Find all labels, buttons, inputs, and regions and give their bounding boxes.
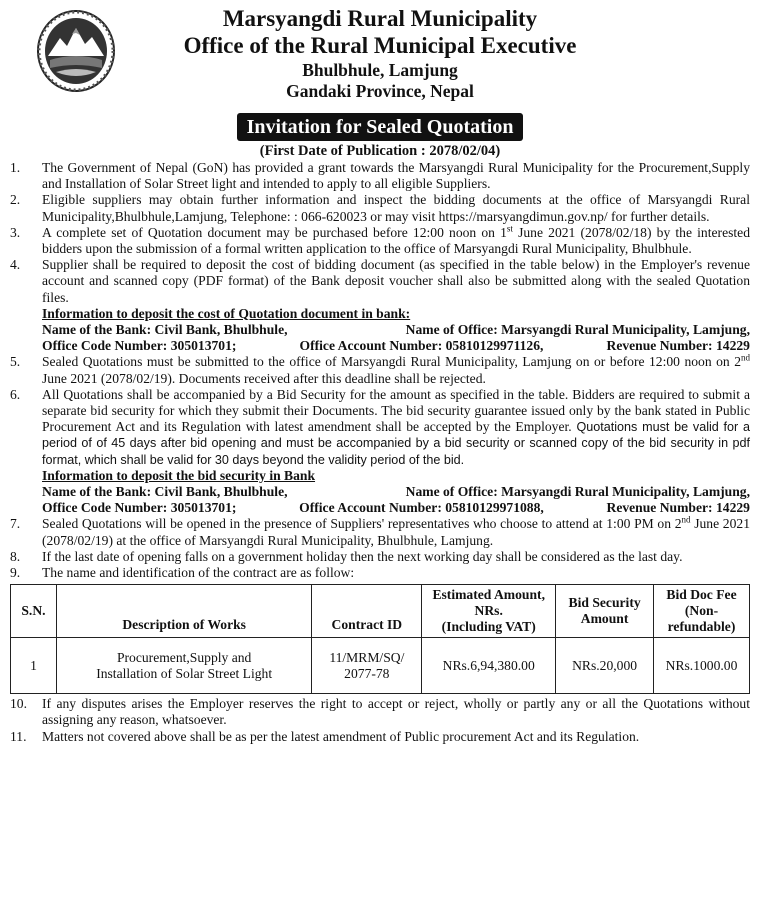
list-item	[10, 696, 750, 728]
province-line: Gandaki Province, Nepal	[286, 81, 474, 101]
municipality-name: Marsyangdi Rural Municipality	[222, 6, 538, 31]
list-item-text: Supplier shall be required to deposit the cost of bidding document (as specified in the table below) in the Employer's revenue account and scanned copy (PDF format) of the Bank deposit voucher shall also be submitted along with the sealed Quotation files.	[42, 257, 750, 305]
address-line: Bhulbhule, Lamjung	[302, 60, 458, 80]
office-name-field: Name of Office: Marsyangdi Rural Municipality, Lamjung,	[405, 484, 750, 500]
header-description: Description of Works	[56, 585, 311, 638]
list-number: 10.	[10, 696, 27, 712]
superscript: st	[506, 223, 513, 234]
list-item-text: If any disputes arises the Employer reserves the right to accept or reject, wholly or partly any or all the Quotations without assigning any reason, whatsoever.	[42, 696, 750, 728]
list-item-text: Matters not covered above shall be as per the latest amendment of Public procurement Act and its Regulation.	[42, 728, 640, 744]
office-name: Office of the Rural Municipal Executive	[183, 33, 577, 58]
list-item	[10, 225, 750, 257]
list-number: 5.	[10, 354, 21, 370]
list-number: 3.	[10, 224, 21, 240]
header-text	[10, 6, 750, 102]
bank-name: Name of the Bank: Civil Bank, Bhulbhule,	[42, 322, 288, 338]
list-number: 1.	[10, 160, 21, 175]
title-banner-wrap	[10, 113, 750, 145]
deposit-doc-info	[10, 306, 750, 355]
cell-sn: 1	[11, 638, 57, 694]
list-item	[10, 565, 750, 581]
office-code: Office Code Number: 305013701;	[42, 500, 237, 516]
title-banner: Invitation for Sealed Quotation	[237, 113, 524, 141]
list-item-text: Quotations must be valid for a period of of 45 days after bid opening and must be accompanied by a bid security or scanned copy of the bid security in pdf format, which shall be valid for 30 days beyond the validity period of the bid.	[42, 420, 751, 467]
list-number: 4.	[10, 257, 21, 273]
clause-list	[10, 516, 750, 581]
list-item-text: All Quotations shall be accompanied by a Bid Security for the amount as specified in the table. Bidders are required to submit a separate bid security for which they submit their Documents. The bid security guarantee issued only by the bank stated in Public Procurement Act and its Regulation with latest amendment shall be accepted by the Employer.	[42, 386, 750, 435]
list-item	[10, 549, 750, 565]
list-number: 6.	[10, 386, 21, 402]
table-row	[11, 638, 750, 694]
header-estimated-amount: Estimated Amount, NRs. (Including VAT)	[422, 585, 556, 638]
deposit-security-heading: Information to deposit the bid security in Bank	[42, 467, 316, 483]
list-number: 7.	[10, 516, 21, 532]
list-item-text: The Government of Nepal (GoN) has provided a grant towards the Marsyangdi Rural Municipality for the Procurement,Supply and Installation of Solar Street light and intended to apply to all eligible Suppliers.	[42, 160, 750, 192]
list-item-text: June 2021 (2078/02/18) by the interested bidders upon the submission of a formal written application to the office of Marsyangdi Rural Municipality, Bhulbhule.	[42, 224, 751, 257]
list-item	[10, 729, 750, 745]
contract-table	[10, 584, 750, 694]
list-item	[10, 354, 750, 386]
list-number: 11.	[10, 728, 27, 744]
deposit-doc-heading: Information to deposit the cost of Quotation document in bank:	[42, 305, 411, 321]
list-item-text: A complete set of Quotation document may be purchased before 12:00 noon on 1	[42, 224, 507, 240]
list-number: 2.	[10, 192, 21, 208]
cell-bid-security: NRs.20,000	[556, 638, 654, 694]
header-bid-doc-fee: Bid Doc Fee (Non- refundable)	[654, 585, 750, 638]
list-item	[10, 387, 750, 468]
revenue-number: Revenue Number: 14229	[606, 338, 750, 354]
account-number: Office Account Number: 05810129971088,	[299, 500, 544, 516]
header-bid-security: Bid Security Amount	[556, 585, 654, 638]
cell-description: Procurement,Supply and Installation of Solar Street Light	[56, 638, 311, 694]
list-number: 8.	[10, 548, 21, 564]
clause-list	[10, 696, 750, 745]
clause-list	[10, 160, 750, 306]
superscript: nd	[741, 352, 750, 363]
list-item-text: June 2021 (2078/02/19). Documents received after this deadline shall be rejected.	[42, 370, 486, 386]
list-item-text: Eligible suppliers may obtain further information and inspect the bidding documents at the office of Marsyangdi Rural Municipality,Bhulbhule,Lamjung, Telephone: : 066-620023 or may visit https://marsyangdimun.gov.np/ for further details.	[42, 192, 750, 224]
office-code: Office Code Number: 305013701;	[42, 338, 237, 354]
list-item	[10, 160, 750, 192]
list-item-text: The name and identification of the contract are as follow:	[42, 565, 355, 581]
office-name-field: Name of Office: Marsyangdi Rural Municipality, Lamjung,	[405, 322, 750, 338]
cell-contract-id: 11/MRM/SQ/ 2077-78	[312, 638, 422, 694]
header-sn: S.N.	[11, 585, 57, 638]
list-item	[10, 257, 750, 306]
header-contract-id: Contract ID	[312, 585, 422, 638]
list-item	[10, 516, 750, 548]
cell-bid-doc-fee: NRs.1000.00	[654, 638, 750, 694]
list-item-text: Sealed Quotations will be opened in the presence of Suppliers' representatives who choose to attend at 1:00 PM on 2	[42, 516, 682, 532]
clause-list	[10, 354, 750, 467]
list-item	[10, 192, 750, 224]
deposit-security-info	[10, 468, 750, 517]
revenue-number: Revenue Number: 14229	[606, 500, 750, 516]
cell-estimated-amount: NRs.6,94,380.00	[422, 638, 556, 694]
list-item-text: If the last date of opening falls on a government holiday then the next working day shall be considered as the last day.	[42, 548, 683, 564]
account-number: Office Account Number: 05810129971126,	[299, 338, 544, 354]
publication-date: (First Date of Publication : 2078/02/04)	[259, 143, 501, 159]
table-header-row	[11, 585, 750, 638]
superscript: nd	[681, 514, 691, 525]
header	[10, 0, 750, 111]
list-number: 9.	[10, 565, 21, 581]
bank-name: Name of the Bank: Civil Bank, Bhulbhule,	[42, 484, 288, 500]
list-item-text: Sealed Quotations must be submitted to the office of Marsyangdi Rural Municipality, Lamjung on or before 12:00 noon on 2	[42, 354, 741, 370]
list-item-text: June 2021 (2078/02/19) at the office of Marsyangdi Rural Municipality, Bhulbhule, Lamjung.	[42, 516, 750, 548]
